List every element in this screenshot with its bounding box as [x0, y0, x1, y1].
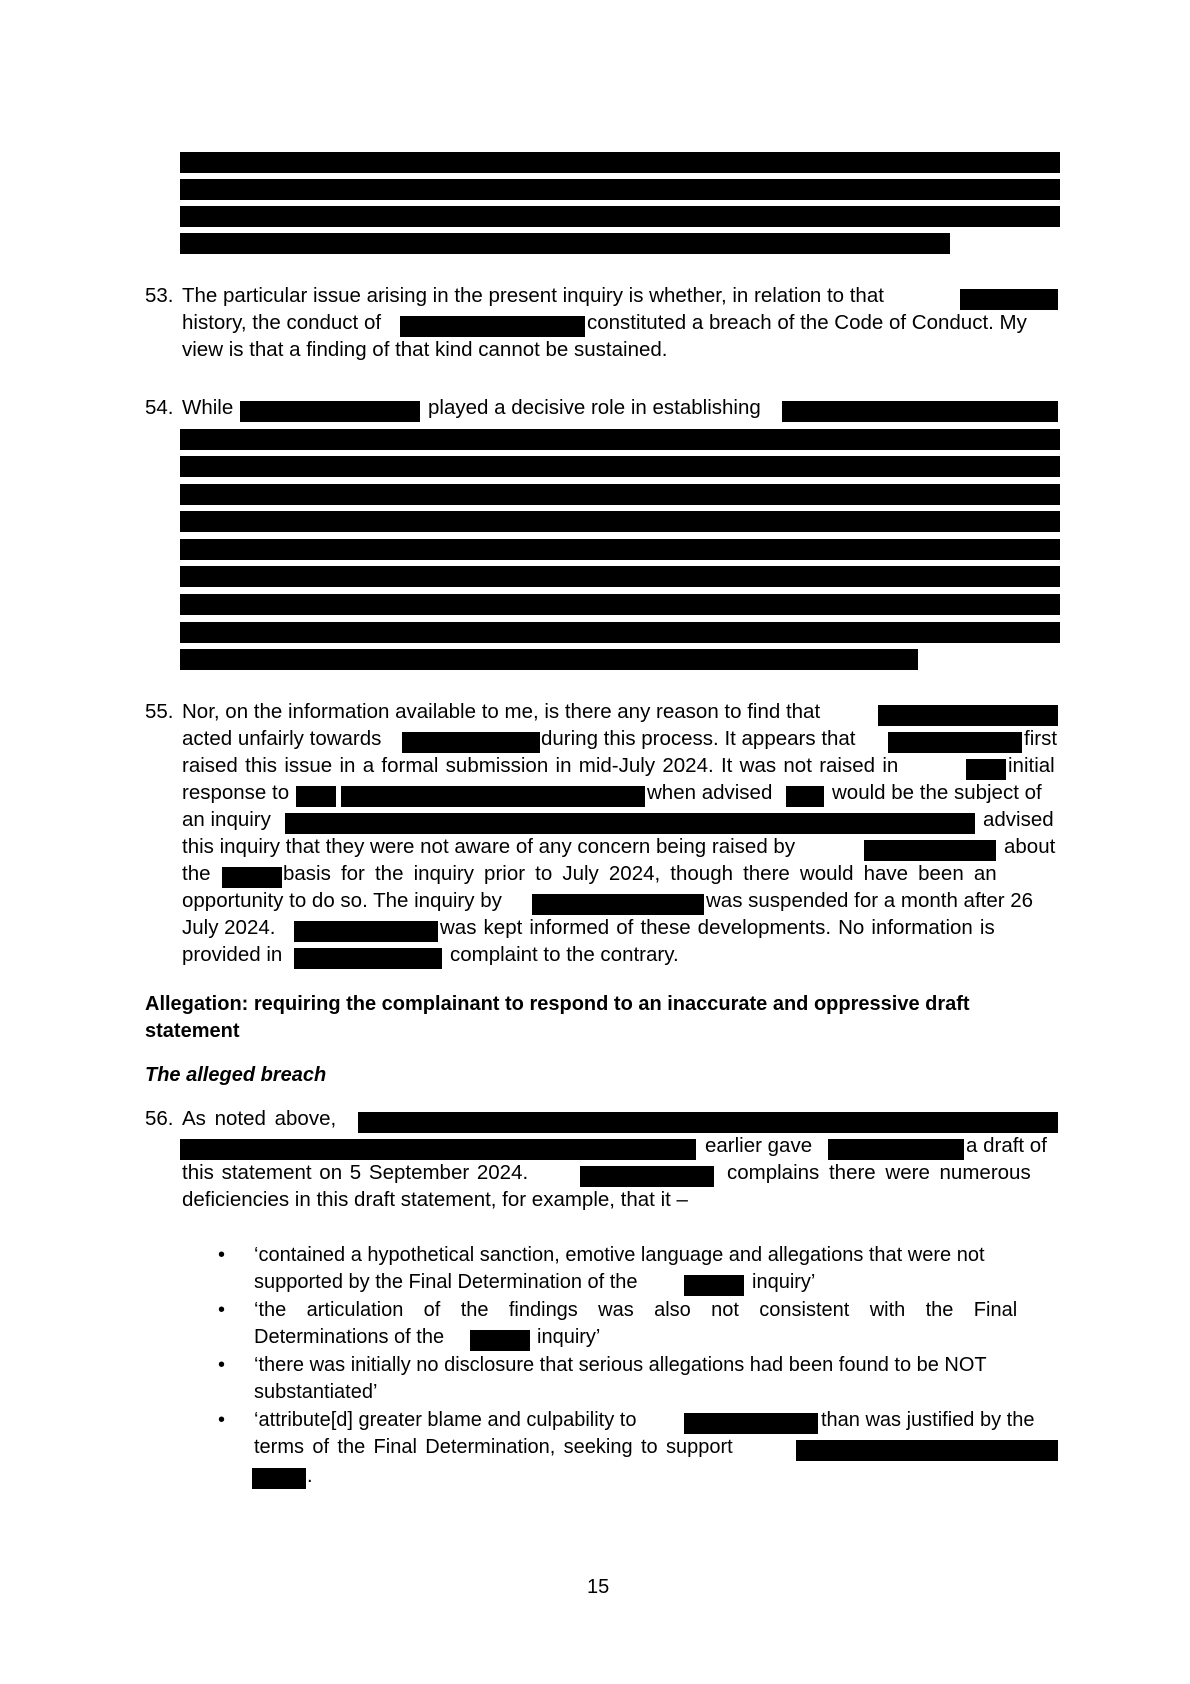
redaction-bar [180, 566, 1060, 587]
bullet-1-line-2a: supported by the Final Determination of the [254, 1271, 638, 1293]
redaction-bar [782, 401, 1058, 422]
bullet-3-line-2: substantiated’ [254, 1381, 378, 1403]
paragraph-55-line-9a: July 2024. [182, 916, 276, 939]
redaction-bar [252, 1468, 306, 1489]
paragraph-55-line-2a: acted unfairly towards [182, 727, 382, 750]
redaction-bar [684, 1275, 744, 1296]
paragraph-number: 53. [145, 284, 174, 307]
bullet-1-line-1: ‘contained a hypothetical sanction, emotive language and allegations that were not [254, 1244, 985, 1266]
paragraph-56-line-3b: complains there were numerous [727, 1161, 1031, 1184]
paragraph-56-line-2b: a draft of [966, 1134, 1047, 1157]
paragraph-54-line-1a: While [182, 396, 234, 419]
redaction-bar [878, 705, 1058, 726]
bullet-1-line-2b: inquiry’ [752, 1271, 816, 1293]
paragraph-56-line-3a: this statement on 5 September 2024. [182, 1161, 529, 1184]
allegation-heading-line-2: statement [145, 1020, 240, 1042]
redaction-bar [180, 649, 918, 670]
redaction-bar [180, 539, 1060, 560]
paragraph-55-line-5a: an inquiry [182, 808, 271, 831]
redaction-bar [796, 1440, 1058, 1461]
paragraph-55-line-5b: advised [983, 808, 1054, 831]
redaction-bar [222, 867, 282, 888]
page-number: 15 [587, 1576, 610, 1598]
paragraph-55-line-2b: during this process. It appears that [541, 727, 856, 750]
paragraph-number: 55. [145, 700, 174, 723]
paragraph-55-line-9b: was kept informed of these developments. No information is [440, 916, 995, 939]
redaction-bar [888, 732, 1022, 753]
allegation-heading-line-1: Allegation: requiring the complainant to respond to an inaccurate and oppressive draft [145, 993, 970, 1015]
text: The particular issue arising in the present inquiry is whether, in relation to that [182, 284, 884, 307]
paragraph-55-line-6a: this inquiry that they were not aware of any concern being raised by [182, 835, 796, 858]
redaction-bar [285, 813, 975, 834]
redaction-bar [402, 732, 540, 753]
paragraph-55-line-3a: raised this issue in a formal submission in mid-July 2024. It was not raised in [182, 754, 899, 777]
paragraph-55-line-10a: provided in [182, 943, 283, 966]
redaction-bar [296, 786, 336, 807]
bullet-marker: • [218, 1244, 226, 1266]
paragraph-53-line-3: view is that a finding of that kind cannot be sustained. [182, 338, 668, 361]
paragraph-55-line-6b: about [1004, 835, 1056, 858]
bullet-2-line-2a: Determinations of the [254, 1326, 445, 1348]
redaction-bar [180, 429, 1060, 450]
redaction-bar [828, 1139, 964, 1160]
bullet-marker: • [218, 1354, 226, 1376]
bullet-3-line-1: ‘there was initially no disclosure that serious allegations had been found to be NOT [254, 1354, 987, 1376]
redaction-bar [684, 1413, 818, 1434]
paragraph-55-line-7b: basis for the inquiry prior to July 2024, though there would have been an [283, 862, 997, 885]
redaction-bar [786, 786, 824, 807]
bullet-2-line-2b: inquiry’ [537, 1326, 601, 1348]
bullet-4-line-1b: than was justified by the [821, 1409, 1035, 1431]
bullet-marker: • [218, 1409, 226, 1431]
paragraph-number: 56. [145, 1107, 174, 1130]
paragraph-55-line-1: Nor, on the information available to me, is there any reason to find that [182, 700, 821, 723]
redaction-bar [180, 206, 1060, 227]
redaction-bar [960, 289, 1058, 310]
bullet-4-line-1a: ‘attribute[d] greater blame and culpability to [254, 1409, 637, 1431]
redaction-bar [966, 759, 1006, 780]
redaction-bar [180, 456, 1060, 477]
bullet-4-line-3: . [307, 1465, 313, 1487]
paragraph-53-line-2a: history, the conduct of [182, 311, 382, 334]
redaction-bar [532, 894, 704, 915]
paragraph-55-line-3b: initial [1008, 754, 1055, 777]
paragraph-number: 54. [145, 396, 174, 419]
redaction-bar [180, 594, 1060, 615]
redaction-bar [400, 316, 585, 337]
paragraph-55-line-8a: opportunity to do so. The inquiry by [182, 889, 502, 912]
redaction-bar [580, 1166, 714, 1187]
paragraph-55-line-10b: complaint to the contrary. [450, 943, 679, 966]
section-subheading: The alleged breach [145, 1064, 327, 1086]
paragraph-56-line-4: deficiencies in this draft statement, for example, that it – [182, 1188, 688, 1211]
paragraph-55-line-7a: the [182, 862, 211, 885]
paragraph-55-line-4b: when advised [647, 781, 773, 804]
redaction-bar [470, 1330, 530, 1351]
redaction-bar [180, 1139, 696, 1160]
redaction-bar [180, 152, 1060, 173]
paragraph-53-line-1 [182, 284, 958, 308]
redaction-bar [180, 179, 1060, 200]
redaction-bar [294, 948, 442, 969]
paragraph-53-line-2b: constituted a breach of the Code of Conduct. My [587, 311, 1027, 334]
bullet-marker: • [218, 1299, 226, 1321]
redaction-bar [180, 484, 1060, 505]
redaction-bar [341, 786, 645, 807]
redaction-bar [864, 840, 996, 861]
redaction-bar [180, 233, 950, 254]
redaction-bar [294, 921, 438, 942]
paragraph-56-line-1a: As noted above, [182, 1107, 337, 1130]
redaction-bar [180, 622, 1060, 643]
paragraph-55-line-4c: would be the subject of [832, 781, 1042, 804]
paragraph-54-line-1b: played a decisive role in establishing [428, 396, 761, 419]
bullet-2-line-1: ‘the articulation of the findings was also not consistent with the Final [254, 1299, 1018, 1321]
paragraph-55-line-2c: first [1024, 727, 1058, 750]
paragraph-55-line-8b: was suspended for a month after 26 [706, 889, 1034, 912]
redaction-bar [358, 1112, 1058, 1133]
paragraph-56-line-2a: earlier gave [705, 1134, 813, 1157]
redaction-bar [240, 401, 420, 422]
bullet-4-line-2a: terms of the Final Determination, seeking to support [254, 1436, 733, 1458]
paragraph-55-line-4a: response to [182, 781, 290, 804]
redaction-bar [180, 511, 1060, 532]
